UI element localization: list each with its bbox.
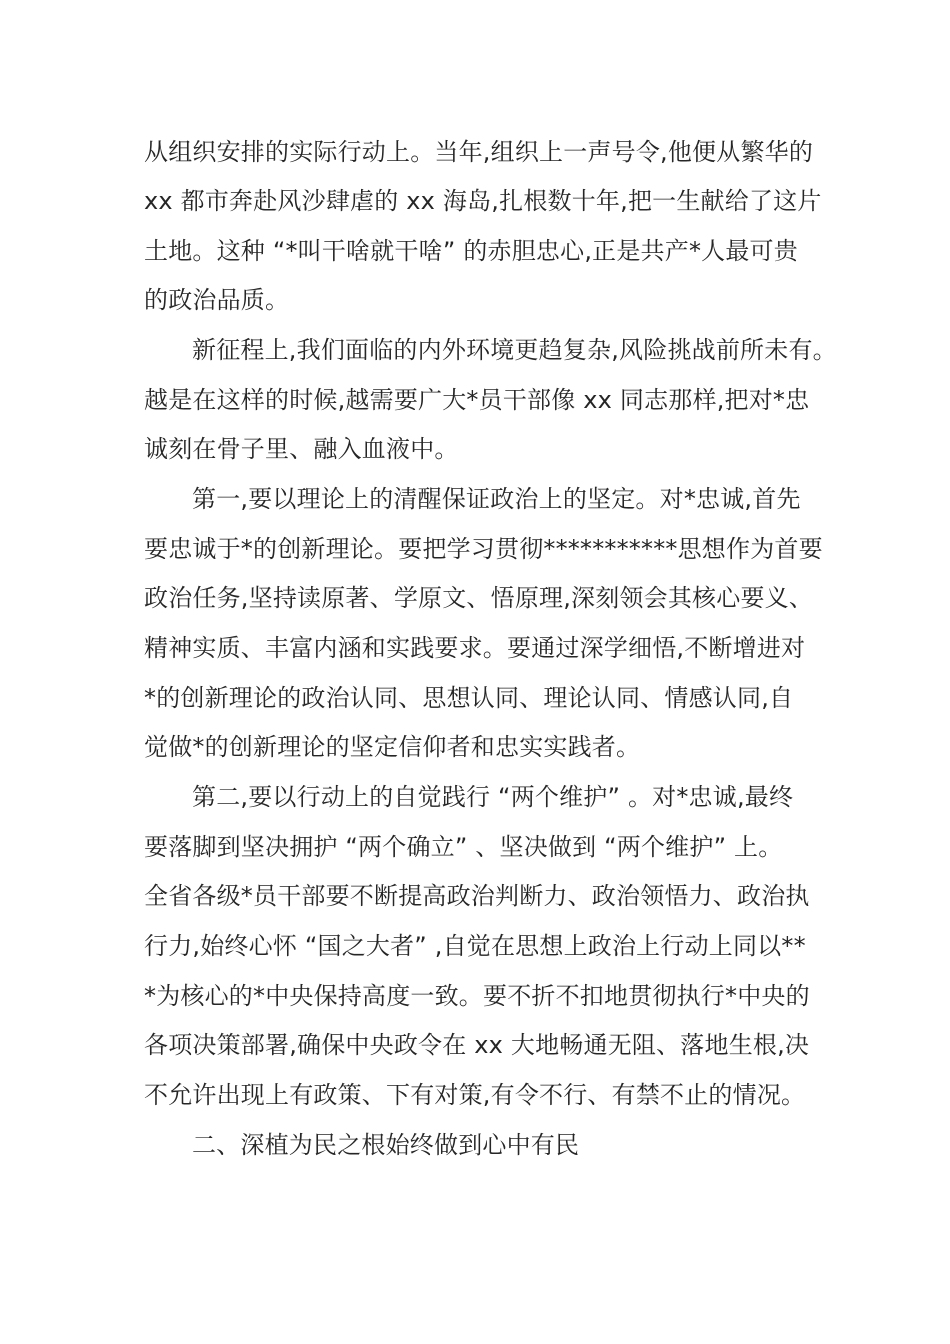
text-line-5: 新征程上,我们面临的内外环境更趋复杂,风险挑战前所未有。 [192, 336, 837, 364]
text-line-19: 各项决策部署,确保中央政令在 xx 大地畅通无阻、落地生根,决 [144, 1031, 810, 1059]
text-line-15: 要落脚到坚决拥护 “两个确立” 、坚决做到 “两个维护” 上。 [144, 833, 783, 861]
text-line-3: 土地。这种 “*叫干啥就干啥” 的赤胆忠心,正是共产*人最可贵 [144, 237, 798, 265]
text-line-18: *为核心的*中央保持高度一致。要不折不扣地贯彻执行*中央的 [144, 982, 810, 1010]
text-line-12: *的创新理论的政治认同、思想认同、理论认同、情感认同,自 [144, 684, 794, 712]
text-line-6: 越是在这样的时候,越需要广大*员干部像 xx 同志那样,把对*忠 [144, 386, 810, 414]
text-line-2: xx 都市奔赴风沙肆虐的 xx 海岛,扎根数十年,把一生献给了这片 [144, 187, 822, 215]
section-heading: 二、深植为民之根始终做到心中有民 [192, 1131, 580, 1159]
text-line-13: 觉做*的创新理论的坚定信仰者和忠实实践者。 [144, 733, 641, 761]
text-line-9: 要忠诚于*的创新理论。要把学习贯彻***********思想作为首要 [144, 535, 823, 563]
text-line-20: 不允许出现上有政策、下有对策,有令不行、有禁不止的情况。 [144, 1081, 806, 1109]
text-line-10: 政治任务,坚持读原著、学原文、悟原理,深刻领会其核心要义、 [144, 584, 814, 612]
text-line-4: 的政治品质。 [144, 286, 290, 314]
text-line-16: 全省各级*员干部要不断提高政治判断力、政治领悟力、政治执 [144, 882, 810, 910]
text-line-8: 第一,要以理论上的清醒保证政治上的坚定。对*忠诚,首先 [192, 485, 801, 513]
text-line-14: 第二,要以行动上的自觉践行 “两个维护” 。对*忠诚,最终 [192, 783, 794, 811]
text-line-17: 行力,始终心怀 “国之大者” ,自觉在思想上政治上行动上同以** [144, 932, 806, 960]
text-line-11: 精神实质、丰富内涵和实践要求。要通过深学细悟,不断增进对 [144, 634, 806, 662]
text-line-1: 从组织安排的实际行动上。当年,组织上一声号令,他便从繁华的 [144, 138, 814, 166]
text-line-7: 诚刻在骨子里、融入血液中。 [144, 435, 459, 463]
